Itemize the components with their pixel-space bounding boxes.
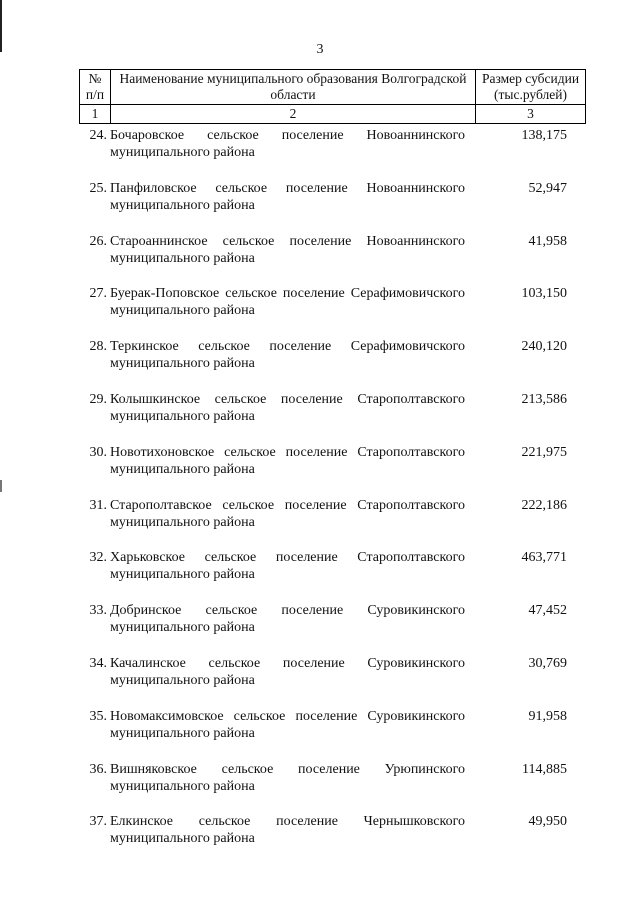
row-name-line1: Староаннинское сельское поселение Новоаннинского	[110, 233, 465, 249]
row-amount: 41,958	[528, 233, 567, 249]
row-name	[110, 233, 465, 267]
row-name-line2: муниципального района	[110, 567, 255, 583]
row-name-line1: Качалинское сельское поселение Суровикинского	[110, 655, 465, 671]
header-index-1: 1	[80, 105, 111, 124]
row-name-line2: муниципального района	[110, 408, 255, 424]
row-name	[110, 549, 465, 583]
row-amount: 91,958	[528, 708, 567, 724]
row-name-line1: Панфиловское сельское поселение Новоаннинского	[110, 180, 465, 196]
row-amount: 30,769	[528, 655, 567, 671]
row-amount: 47,452	[528, 603, 567, 619]
header-index-3: 3	[476, 105, 586, 124]
table-header	[79, 69, 586, 124]
header-number: № п/п	[80, 70, 111, 105]
row-name	[110, 761, 465, 795]
row-name-line2: муниципального района	[110, 145, 255, 160]
row-name-line1: Бочаровское сельское поселение Новоаннинского	[110, 128, 465, 143]
row-name	[110, 391, 465, 425]
row-name	[110, 497, 465, 531]
row-name-line2: муниципального района	[110, 356, 255, 372]
row-name-line1: Вишняковское сельское поселение Урюпинского	[110, 761, 465, 777]
row-amount: 49,950	[528, 814, 567, 830]
table-row	[79, 549, 586, 602]
table-row	[79, 497, 586, 550]
row-number: 32.	[89, 550, 107, 566]
row-amount: 240,120	[521, 339, 567, 355]
row-name	[110, 127, 465, 161]
table-body	[79, 127, 586, 866]
row-number: 26.	[89, 233, 107, 249]
scan-edge-mark-bottom	[0, 480, 2, 492]
header-row	[80, 70, 586, 105]
row-name-line1: Елкинское сельское поселение Чернышковского	[110, 814, 465, 830]
row-name	[110, 708, 465, 742]
table-row	[79, 444, 586, 497]
row-name	[110, 338, 465, 372]
row-number: 28.	[89, 339, 107, 355]
row-amount: 114,885	[522, 761, 567, 777]
row-number: 33.	[89, 603, 107, 619]
row-name	[110, 444, 465, 478]
row-number: 25.	[89, 180, 107, 196]
row-number: 24.	[89, 128, 107, 143]
row-name-line1: Теркинское сельское поселение Серафимовичского	[110, 339, 465, 355]
page-number: 3	[316, 42, 324, 57]
header-amount: Размер субсидии (тыс.рублей)	[476, 70, 586, 105]
row-name	[110, 285, 465, 319]
row-name	[110, 180, 465, 214]
row-name-line2: муниципального района	[110, 303, 255, 319]
row-name-line2: муниципального района	[110, 778, 255, 794]
row-name-line2: муниципального района	[110, 250, 255, 266]
table-row	[79, 180, 586, 233]
row-name-line1: Добринское сельское поселение Суровикинского	[110, 603, 465, 619]
table-row	[79, 338, 586, 391]
header-name: Наименование муниципального образования Волгоградской области	[111, 70, 476, 105]
table-row	[79, 233, 586, 286]
row-name-line2: муниципального района	[110, 672, 255, 688]
row-name-line2: муниципального района	[110, 831, 255, 847]
row-number: 31.	[89, 497, 107, 513]
row-amount: 138,175	[521, 128, 567, 143]
row-number: 27.	[89, 286, 107, 302]
row-name-line2: муниципального района	[110, 620, 255, 636]
row-name-line1: Новомаксимовское сельское поселение Суровикинского	[110, 708, 465, 724]
table-row	[79, 813, 586, 866]
row-name-line2: муниципального района	[110, 514, 255, 530]
row-name-line1: Новотихоновское сельское поселение Старополтавского	[110, 444, 465, 460]
table-row	[79, 761, 586, 814]
table-row	[79, 708, 586, 761]
row-name-line1: Харьковское сельское поселение Старополтавского	[110, 550, 465, 566]
row-name	[110, 602, 465, 636]
row-amount: 463,771	[521, 550, 567, 566]
row-name-line1: Колышкинское сельское поселение Старополтавского	[110, 391, 465, 407]
row-amount: 52,947	[528, 180, 567, 196]
row-number: 30.	[89, 444, 107, 460]
row-number: 35.	[89, 708, 107, 724]
row-name-line2: муниципального района	[110, 725, 255, 741]
row-number: 37.	[89, 814, 107, 830]
header-index-row	[80, 105, 586, 124]
row-amount: 103,150	[521, 286, 567, 302]
table-row	[79, 602, 586, 655]
row-amount: 213,586	[521, 391, 567, 407]
row-number: 34.	[89, 655, 107, 671]
row-name	[110, 813, 465, 847]
row-name-line1: Буерак-Поповское сельское поселение Серафимовичского	[110, 286, 465, 302]
table-row	[79, 391, 586, 444]
row-number: 36.	[89, 761, 107, 777]
row-amount: 222,186	[521, 497, 567, 513]
table-row	[79, 655, 586, 708]
table-row	[79, 285, 586, 338]
table-row	[79, 127, 586, 180]
row-amount: 221,975	[521, 444, 567, 460]
row-name-line2: муниципального района	[110, 461, 255, 477]
row-name-line2: муниципального района	[110, 197, 255, 213]
header-index-2: 2	[111, 105, 476, 124]
row-number: 29.	[89, 391, 107, 407]
row-name	[110, 655, 465, 689]
row-name-line1: Старополтавское сельское поселение Старополтавского	[110, 497, 465, 513]
